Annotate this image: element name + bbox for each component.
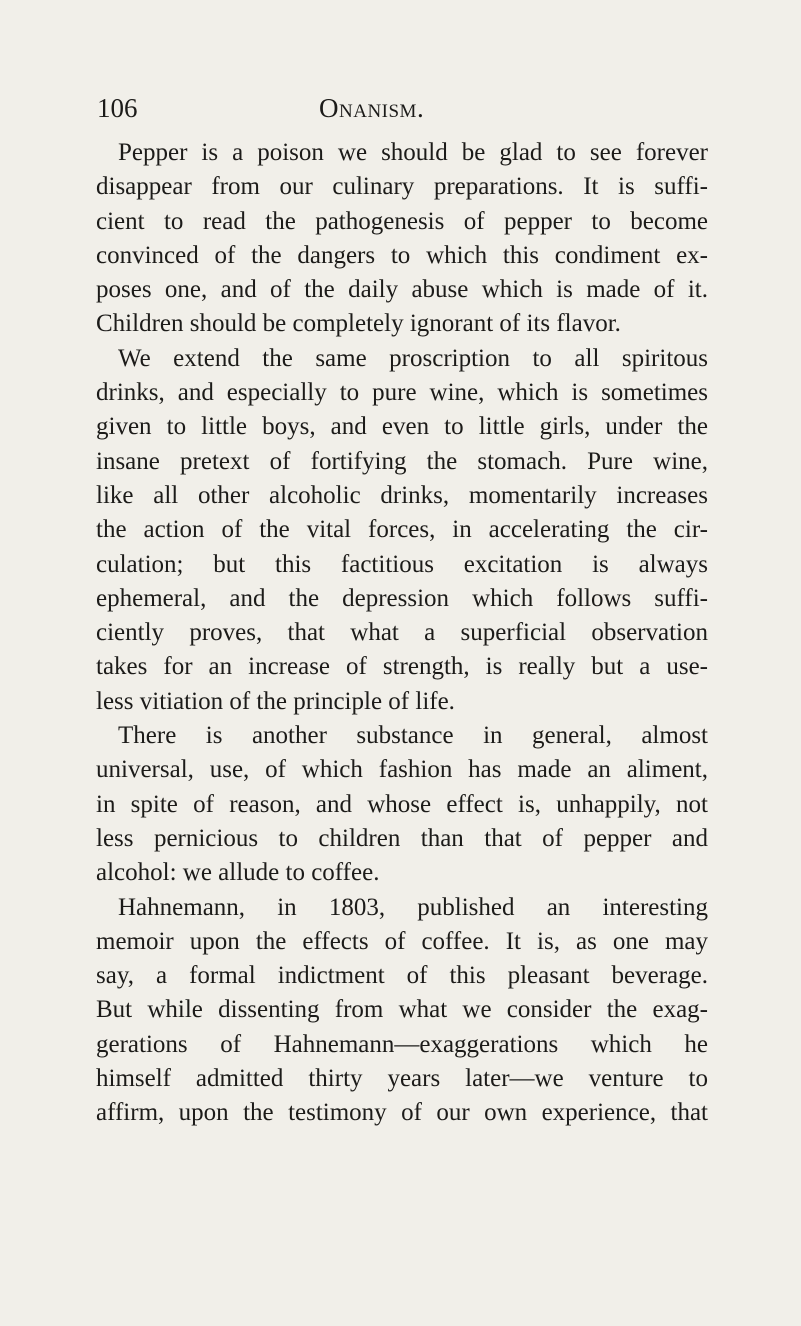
text-line: less vitiation of the principle of life. xyxy=(96,687,455,715)
text-line: takes for an increase of strength, is really but a use- xyxy=(96,653,708,681)
text-line: insane pretext of fortifying the stomach. Pure wine, xyxy=(96,447,708,475)
text-line: gerations of Hahnemann—exaggerations which he xyxy=(96,1030,708,1058)
text-line: affirm, upon the testimony of our own experience, that xyxy=(96,1099,708,1127)
text-line: the action of the vital forces, in accelerating the cir- xyxy=(96,516,708,544)
text-line: cient to read the pathogenesis of pepper to become xyxy=(96,207,708,235)
text-line: like all other alcoholic drinks, momentarily increases xyxy=(96,481,708,509)
text-line: culation; but this factitious excitation is always xyxy=(96,550,708,578)
page-number: 106 xyxy=(97,93,138,123)
text-line: say, a formal indictment of this pleasant beverage. xyxy=(96,962,708,990)
text-line: Children should be completely ignorant of its flavor. xyxy=(96,310,621,338)
text-line: drinks, and especially to pure wine, which is sometimes xyxy=(96,379,708,407)
text-line: memoir upon the effects of coffee. It is, as one may xyxy=(96,927,708,955)
text-line: ciently proves, that what a superficial observation xyxy=(96,619,708,647)
text-line: in spite of reason, and whose effect is, unhappily, not xyxy=(96,790,708,818)
text-line: universal, use, of which fashion has made an aliment, xyxy=(96,756,708,784)
text-line: disappear from our culinary preparations. It is suffi- xyxy=(96,173,708,201)
text-line: poses one, and of the daily abuse which is made of it. xyxy=(96,276,708,304)
text-line: But while dissenting from what we consider the exag- xyxy=(96,996,708,1024)
text-line: Pepper is a poison we should be glad to see forever xyxy=(118,139,708,166)
text-line: ephemeral, and the depression which follows suffi- xyxy=(96,584,708,612)
text-line: There is another substance in general, almost xyxy=(118,722,708,750)
text-line: less pernicious to children than that of pepper and xyxy=(96,824,708,852)
running-title: Onanism. xyxy=(319,93,425,123)
text-line: Hahnemann, in 1803, published an interesting xyxy=(118,893,708,921)
text-line: alcohol: we allude to coffee. xyxy=(96,859,380,887)
text-line: We extend the same proscription to all spiritous xyxy=(118,344,708,372)
page-header xyxy=(97,88,707,128)
text-line: convinced of the dangers to which this condiment ex- xyxy=(96,241,708,269)
body-text xyxy=(96,136,708,1131)
text-line: himself admitted thirty years later—we venture to xyxy=(96,1065,708,1093)
text-line: given to little boys, and even to little girls, under the xyxy=(96,413,708,441)
